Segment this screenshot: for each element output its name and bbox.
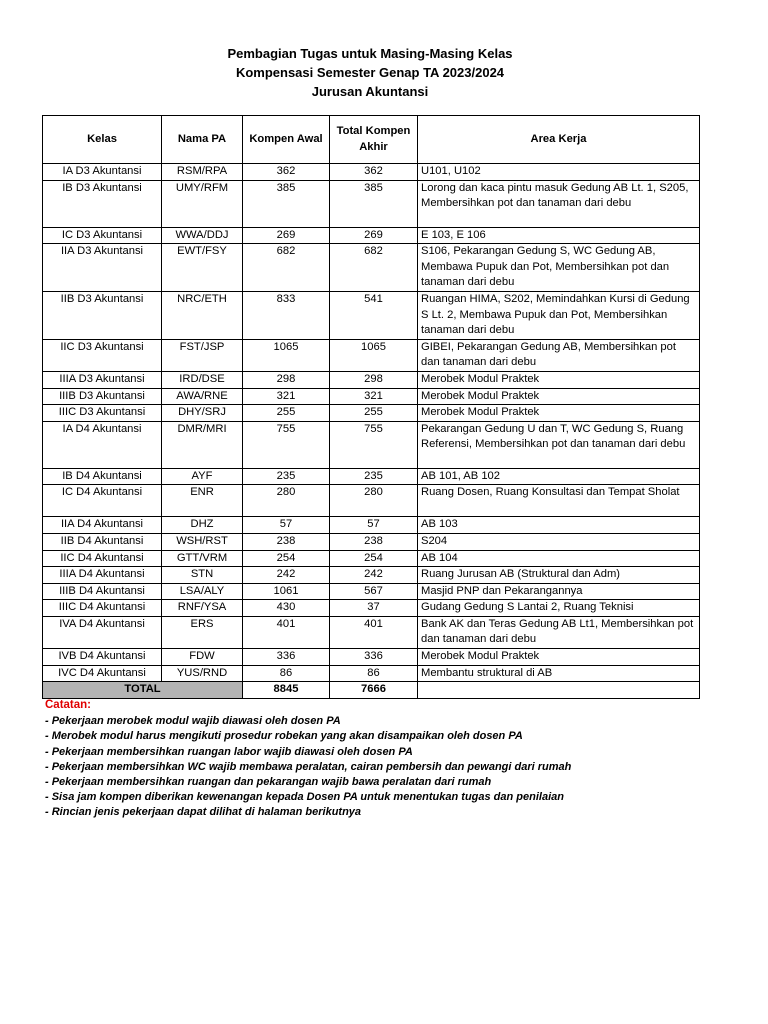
cell-area-kerja: AB 104 (418, 550, 700, 567)
table-row (43, 649, 700, 666)
cell-kompen-awal: 321 (243, 388, 330, 405)
cell-area-kerja: AB 101, AB 102 (418, 468, 700, 485)
cell-kompen-akhir: 86 (330, 665, 418, 682)
table-row (43, 583, 700, 600)
cell-kelas: IIA D3 Akuntansi (43, 244, 162, 292)
cell-kompen-akhir: 321 (330, 388, 418, 405)
cell-kompen-akhir: 336 (330, 649, 418, 666)
cell-kompen-akhir: 57 (330, 517, 418, 534)
cell-kompen-awal: 336 (243, 649, 330, 666)
cell-kelas: IB D4 Akuntansi (43, 468, 162, 485)
cell-nama-pa: LSA/ALY (162, 583, 243, 600)
table-row (43, 405, 700, 422)
cell-kompen-akhir: 238 (330, 533, 418, 550)
cell-kompen-akhir: 242 (330, 567, 418, 584)
cell-kompen-akhir: 254 (330, 550, 418, 567)
cell-nama-pa: STN (162, 567, 243, 584)
cell-nama-pa: WWA/DDJ (162, 227, 243, 244)
cell-nama-pa: IRD/DSE (162, 371, 243, 388)
total-label: TOTAL (43, 682, 243, 699)
cell-area-kerja: S106, Pekarangan Gedung S, WC Gedung AB, Membawa Pupuk dan Pot, Membersihkan pot dan tanaman dari debu (418, 244, 700, 292)
note-item: - Pekerjaan membersihkan WC wajib membawa peralatan, cairan pembersih dan pewangi dari rumah (45, 760, 572, 773)
cell-kompen-awal: 255 (243, 405, 330, 422)
cell-kompen-akhir: 401 (330, 616, 418, 648)
header-area-kerja: Area Kerja (418, 116, 700, 164)
cell-nama-pa: NRC/ETH (162, 291, 243, 339)
cell-kelas: IC D4 Akuntansi (43, 485, 162, 517)
cell-nama-pa: FST/JSP (162, 339, 243, 371)
cell-kompen-awal: 401 (243, 616, 330, 648)
document-title (0, 44, 740, 101)
cell-area-kerja: Ruang Dosen, Ruang Konsultasi dan Tempat Sholat (418, 485, 700, 517)
cell-area-kerja: Merobek Modul Praktek (418, 371, 700, 388)
assignment-table (42, 115, 700, 699)
cell-area-kerja: Pekarangan Gedung U dan T, WC Gedung S, Ruang Referensi, Membersihkan pot dan tanaman dari debu (418, 421, 700, 468)
table-row (43, 180, 700, 227)
cell-nama-pa: AYF (162, 468, 243, 485)
header-total-kompen-akhir: Total Kompen Akhir (330, 116, 418, 164)
cell-kompen-awal: 238 (243, 533, 330, 550)
table-row (43, 600, 700, 617)
header-nama-pa: Nama PA (162, 116, 243, 164)
cell-kelas: IIIC D3 Akuntansi (43, 405, 162, 422)
cell-nama-pa: RNF/YSA (162, 600, 243, 617)
total-kompen-akhir: 7666 (330, 682, 418, 699)
cell-area-kerja: S204 (418, 533, 700, 550)
cell-kompen-awal: 235 (243, 468, 330, 485)
cell-kelas: IVB D4 Akuntansi (43, 649, 162, 666)
cell-kompen-akhir: 280 (330, 485, 418, 517)
cell-kelas: IIIB D3 Akuntansi (43, 388, 162, 405)
header-kelas: Kelas (43, 116, 162, 164)
table-row (43, 291, 700, 339)
cell-kompen-awal: 385 (243, 180, 330, 227)
note-item: - Pekerjaan membersihkan ruangan dan pekarangan wajib bawa peralatan dari rumah (45, 776, 492, 789)
cell-kompen-akhir: 37 (330, 600, 418, 617)
cell-kelas: IB D3 Akuntansi (43, 180, 162, 227)
table-row (43, 533, 700, 550)
total-area-empty (418, 682, 700, 699)
cell-nama-pa: GTT/VRM (162, 550, 243, 567)
cell-kompen-awal: 430 (243, 600, 330, 617)
title-line-2: Kompensasi Semester Genap TA 2023/2024 (235, 65, 505, 80)
cell-area-kerja: U101, U102 (418, 164, 700, 181)
table-row (43, 550, 700, 567)
cell-area-kerja: Masjid PNP dan Pekarangannya (418, 583, 700, 600)
cell-kelas: IIC D4 Akuntansi (43, 550, 162, 567)
cell-kelas: IA D4 Akuntansi (43, 421, 162, 468)
table-row (43, 567, 700, 584)
cell-area-kerja: Ruang Jurusan AB (Struktural dan Adm) (418, 567, 700, 584)
cell-nama-pa: FDW (162, 649, 243, 666)
cell-kompen-awal: 1061 (243, 583, 330, 600)
cell-nama-pa: ERS (162, 616, 243, 648)
note-item: - Pekerjaan membersihkan ruangan labor wajib diawasi oleh dosen PA (45, 745, 413, 758)
cell-nama-pa: DHZ (162, 517, 243, 534)
cell-kompen-akhir: 235 (330, 468, 418, 485)
cell-nama-pa: AWA/RNE (162, 388, 243, 405)
cell-kompen-akhir: 269 (330, 227, 418, 244)
cell-kompen-awal: 682 (243, 244, 330, 292)
table-row (43, 485, 700, 517)
table-row (43, 517, 700, 534)
cell-kompen-awal: 833 (243, 291, 330, 339)
note-item: - Pekerjaan merobek modul wajib diawasi oleh dosen PA (45, 715, 341, 728)
cell-nama-pa: WSH/RST (162, 533, 243, 550)
cell-area-kerja: Merobek Modul Praktek (418, 388, 700, 405)
note-item: - Sisa jam kompen diberikan kewenangan kepada Dosen PA untuk menentukan tugas dan penilaian (45, 791, 564, 804)
cell-kompen-akhir: 362 (330, 164, 418, 181)
cell-kelas: IIIA D4 Akuntansi (43, 567, 162, 584)
cell-kompen-awal: 254 (243, 550, 330, 567)
cell-area-kerja: Membantu struktural di AB (418, 665, 700, 682)
note-item: - Merobek modul harus mengikuti prosedur robekan yang akan disampaikan oleh dosen PA (45, 730, 523, 743)
cell-area-kerja: E 103, E 106 (418, 227, 700, 244)
cell-kompen-awal: 269 (243, 227, 330, 244)
table-row (43, 468, 700, 485)
cell-kompen-akhir: 682 (330, 244, 418, 292)
cell-nama-pa: RSM/RPA (162, 164, 243, 181)
title-line-3: Jurusan Akuntansi (311, 84, 429, 99)
cell-area-kerja: AB 103 (418, 517, 700, 534)
cell-nama-pa: DMR/MRI (162, 421, 243, 468)
cell-kompen-awal: 242 (243, 567, 330, 584)
cell-area-kerja: Merobek Modul Praktek (418, 649, 700, 666)
total-kompen-awal: 8845 (243, 682, 330, 699)
title-line-1: Pembagian Tugas untuk Masing-Masing Kelas (227, 46, 513, 61)
cell-kompen-awal: 755 (243, 421, 330, 468)
cell-kompen-awal: 298 (243, 371, 330, 388)
cell-kompen-awal: 280 (243, 485, 330, 517)
cell-nama-pa: DHY/SRJ (162, 405, 243, 422)
table-row (43, 371, 700, 388)
cell-kelas: IA D3 Akuntansi (43, 164, 162, 181)
cell-kompen-awal: 1065 (243, 339, 330, 371)
table-row (43, 339, 700, 371)
notes-section (45, 698, 571, 821)
cell-nama-pa: UMY/RFM (162, 180, 243, 227)
table-row (43, 421, 700, 468)
cell-nama-pa: ENR (162, 485, 243, 517)
table-total-row (43, 682, 700, 699)
table-row (43, 244, 700, 292)
cell-kompen-akhir: 755 (330, 421, 418, 468)
cell-kompen-akhir: 255 (330, 405, 418, 422)
cell-kelas: IIIB D4 Akuntansi (43, 583, 162, 600)
table-row (43, 616, 700, 648)
cell-kompen-akhir: 298 (330, 371, 418, 388)
cell-kompen-awal: 362 (243, 164, 330, 181)
cell-kelas: IVA D4 Akuntansi (43, 616, 162, 648)
table-row (43, 388, 700, 405)
cell-nama-pa: EWT/FSY (162, 244, 243, 292)
table-row (43, 227, 700, 244)
cell-area-kerja: GIBEI, Pekarangan Gedung AB, Membersihkan pot dan tanaman dari debu (418, 339, 700, 371)
cell-kompen-awal: 57 (243, 517, 330, 534)
cell-nama-pa: YUS/RND (162, 665, 243, 682)
cell-kelas: IIB D3 Akuntansi (43, 291, 162, 339)
cell-kelas: IIA D4 Akuntansi (43, 517, 162, 534)
cell-kelas: IC D3 Akuntansi (43, 227, 162, 244)
cell-area-kerja: Merobek Modul Praktek (418, 405, 700, 422)
table-row (43, 665, 700, 682)
cell-area-kerja: Gudang Gedung S Lantai 2, Ruang Teknisi (418, 600, 700, 617)
note-item: - Rincian jenis pekerjaan dapat dilihat di halaman berikutnya (45, 806, 362, 819)
notes-heading: Catatan: (45, 699, 92, 711)
cell-kelas: IIIA D3 Akuntansi (43, 371, 162, 388)
cell-area-kerja: Ruangan HIMA, S202, Memindahkan Kursi di Gedung S Lt. 2, Membawa Pupuk dan Pot, Membersihkan tanaman dari debu (418, 291, 700, 339)
cell-kompen-akhir: 1065 (330, 339, 418, 371)
cell-kelas: IIB D4 Akuntansi (43, 533, 162, 550)
table-row (43, 164, 700, 181)
cell-kompen-awal: 86 (243, 665, 330, 682)
notes-list (45, 714, 571, 820)
cell-kelas: IVC D4 Akuntansi (43, 665, 162, 682)
header-kompen-awal: Kompen Awal (243, 116, 330, 164)
cell-kompen-akhir: 541 (330, 291, 418, 339)
cell-kompen-akhir: 385 (330, 180, 418, 227)
table-body (43, 164, 700, 682)
cell-kelas: IIIC D4 Akuntansi (43, 600, 162, 617)
table-header-row (43, 116, 700, 164)
cell-kompen-akhir: 567 (330, 583, 418, 600)
cell-area-kerja: Lorong dan kaca pintu masuk Gedung AB Lt. 1, S205, Membersihkan pot dan tanaman dari debu (418, 180, 700, 227)
cell-area-kerja: Bank AK dan Teras Gedung AB Lt1, Membersihkan pot dan tanaman dari debu (418, 616, 700, 648)
cell-kelas: IIC D3 Akuntansi (43, 339, 162, 371)
